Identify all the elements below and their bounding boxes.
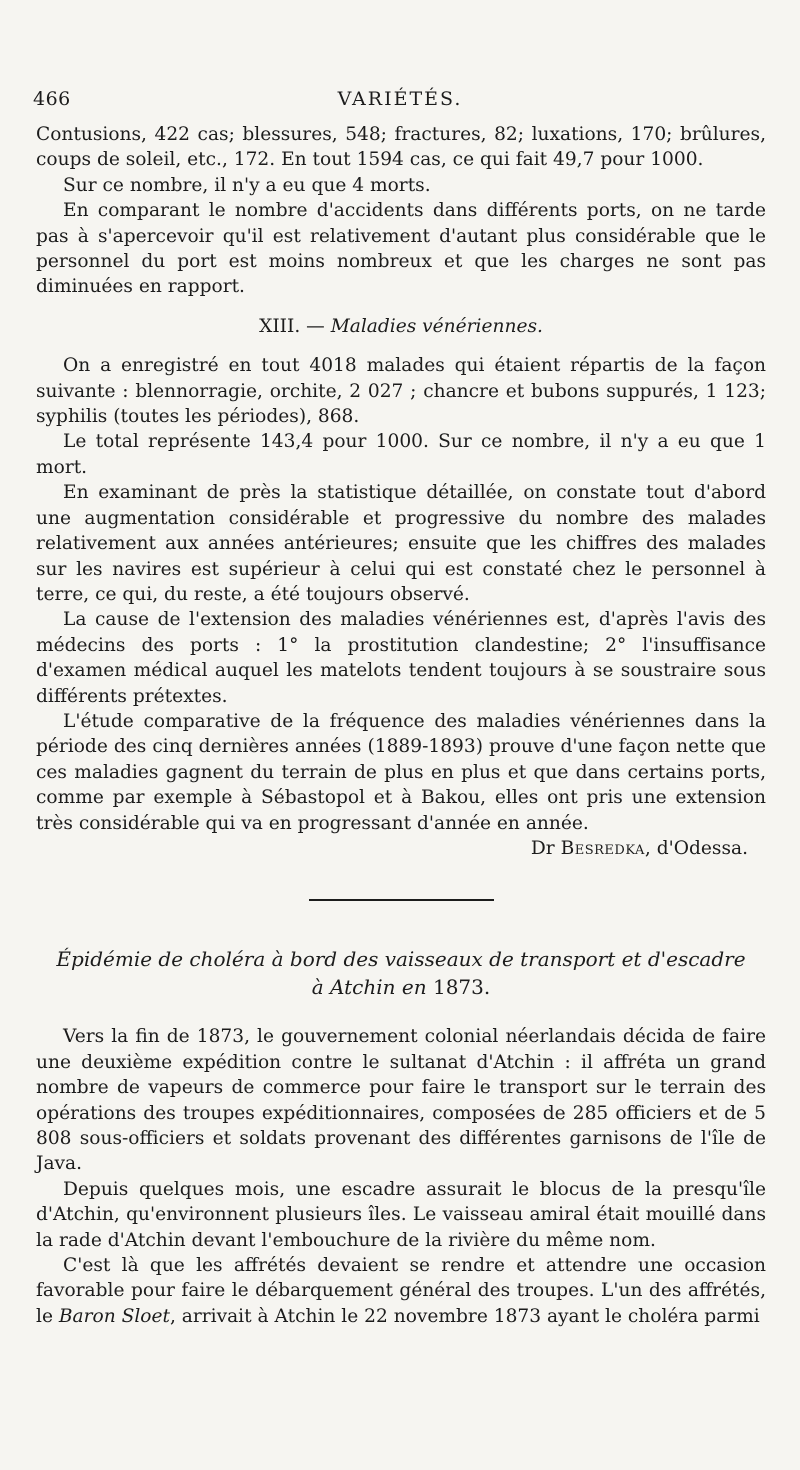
paragraph-blockade: Depuis quelques mois, une escadre assurait le blocus de la presqu'île d'Atchin, qu'environnent plusieurs îles. Le vaisseau amiral était mouillé dans la rade d'Atchin devant l'embouchure de la rivière du même nom.	[36, 1178, 766, 1251]
author-signature	[36, 836, 748, 861]
article-title-line2	[36, 973, 766, 1001]
paragraph-venereal-total: Le total représente 143,4 pour 1000. Sur ce nombre, il n'y a eu que 1 mort.	[36, 431, 766, 478]
ship-name: Baron Sloet	[58, 1305, 170, 1327]
article-title	[36, 945, 766, 1001]
arrival-text-end: , arrivait à Atchin le 22 novembre 1873 ayant le choléra parmi	[169, 1305, 760, 1327]
arrival-text-start: C'est là que les affrétés devaient se rendre et attendre une occasion favorable pour faire le débarquement général des troupes. L'un des affrétés, le	[36, 1255, 766, 1327]
article-title-place: à Atchin en	[311, 975, 427, 1000]
paragraph-venereal-cases: On a enregistré en tout 4018 malades qui étaient répartis de la façon suivante : blennorragie, orchite, 2 027 ; chancre et bubons suppurés, 1 123; syphilis (toutes les périodes), 868.	[36, 355, 766, 428]
section-title-text: Maladies vénériennes.	[330, 315, 543, 337]
article-title-year: 1873.	[432, 975, 491, 1000]
page-number: 466	[33, 88, 71, 110]
signature-title: Dr	[530, 837, 555, 859]
paragraph-port-comparison: En comparant le nombre d'accidents dans différents ports, on ne tarde pas à s'apercevoir qu'il est relativement d'autant plus considérable que le personnel du port est moins nombreux et que les charges ne sont pas diminuées en rapport.	[36, 200, 766, 298]
running-title: VARIÉTÉS.	[337, 88, 463, 110]
signature-name: Besredka	[560, 837, 645, 859]
running-header	[0, 88, 800, 116]
paragraph-causes: La cause de l'extension des maladies vénériennes est, d'après l'avis des médecins des ports : 1° la prostitution clandestine; 2° l'insuffisance d'examen médical auquel les matelots tendent toujours à se soustraire sous différents prétextes.	[36, 609, 766, 707]
paragraph-arrival	[36, 1253, 766, 1329]
paragraph-expedition: Vers la fin de 1873, le gouvernement colonial néerlandais décida de faire une deuxième expédition contre le sultanat d'Atchin : il affréta un grand nombre de vapeurs de commerce pour faire le transport sur le terrain des opérations des troupes expéditionnaires, composées de 285 officiers et de 5 808 sous-officiers et soldats provenant des différentes garnisons de l'île de Java.	[36, 1026, 766, 1175]
paragraph-injuries: Contusions, 422 cas; blessures, 548; fractures, 82; luxations, 170; brûlures, coups de soleil, etc., 172. En tout 1594 cas, ce qui fait 49,7 pour 1000.	[36, 124, 766, 171]
page-body	[36, 122, 766, 1329]
paragraph-five-year-study: L'étude comparative de la fréquence des maladies vénériennes dans la période des cinq dernières années (1889-1893) prouve d'une façon nette que ces maladies gagnent du terrain de plus en plus et que dans certains ports, comme par exemple à Sébastopol et à Bakou, elles ont pris une extension très considérable qui va en progressant d'année en année.	[36, 710, 766, 834]
paragraph-statistics: En examinant de près la statistique détaillée, on constate tout d'abord une augmentation considérable et progressive du nombre des malades relativement aux années antérieures; ensuite que les chiffres des malades sur les navires est supérieur à celui qui est constaté chez le personnel à terre, ce qui, du reste, a été toujours observé.	[36, 482, 766, 605]
section-divider	[309, 899, 494, 901]
section-numeral: XIII. —	[259, 315, 325, 337]
section-heading-venereal	[36, 314, 766, 339]
signature-place: , d'Odessa.	[644, 837, 748, 859]
article-title-line1: Épidémie de choléra à bord des vaisseaux de transport et d'escadre	[56, 947, 746, 972]
paragraph-deaths: Sur ce nombre, il n'y a eu que 4 morts.	[63, 174, 431, 196]
